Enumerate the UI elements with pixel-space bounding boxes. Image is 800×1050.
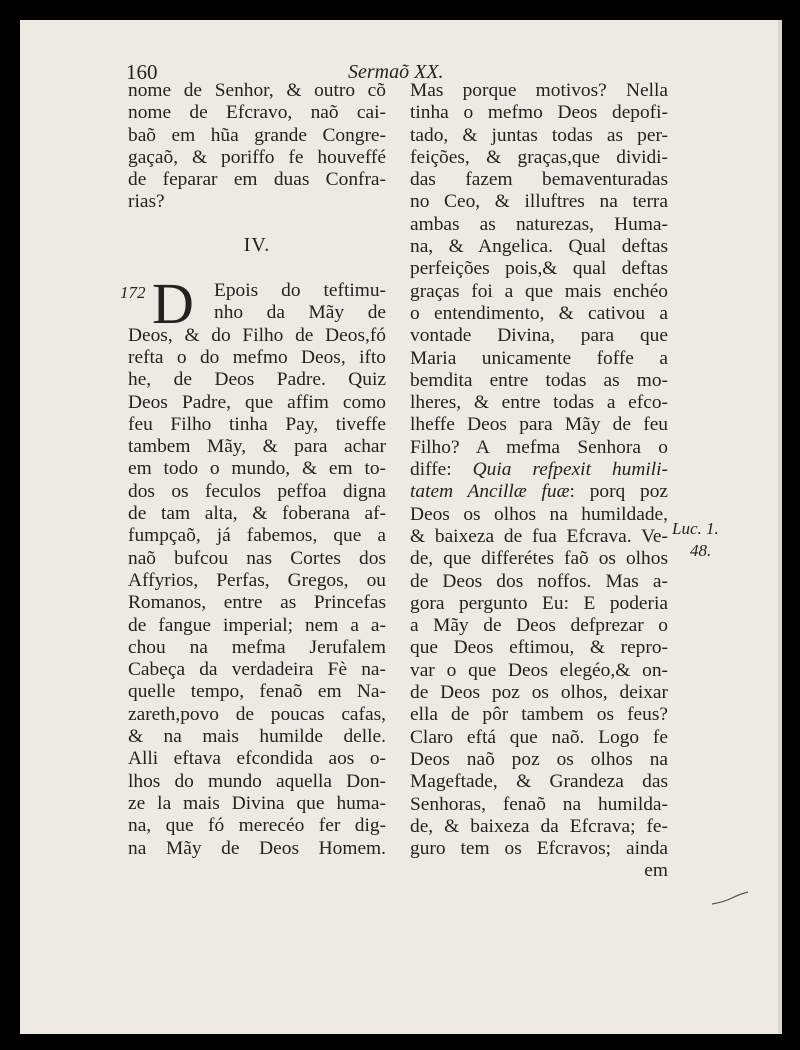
text-line: no Ceo, & illuftres na terra (410, 191, 668, 213)
text-line: Deos naõ poz os olhos na (410, 748, 668, 770)
text-line: ze la mais Divina que huma- (128, 792, 386, 814)
text-line: tatem Ancillæ fuæ: porq poz (410, 481, 668, 503)
text-line: em todo o mundo, & em to- (128, 458, 386, 480)
text-line: Mageftade, & Grandeza das (410, 771, 668, 793)
text-line: Filho? A mefma Senhora o (410, 436, 668, 458)
text-line: & baixeza de fua Efcrava. Ve- (410, 525, 668, 547)
text-line: chou na mefma Jerufalem (128, 636, 386, 658)
text-line: ella de pôr tambem os feus? (410, 704, 668, 726)
text-line: de Deos poz os olhos, deixar (410, 682, 668, 704)
right-column (410, 80, 668, 883)
text-line: Epois do teftimu- (214, 280, 386, 302)
text-line: Deos os olhos na humildade, (410, 503, 668, 525)
text-line: de, que differétes faõ os olhos (410, 548, 668, 570)
text-line: Affyrios, Perfas, Gregos, ou (128, 569, 386, 591)
text-line: lheffe Deos para Mãy de feu (410, 414, 668, 436)
text-line: Deos Padre, que affim como (128, 391, 386, 413)
text-line: nho da Mãy de (214, 302, 386, 324)
text-line: das fazem bemaventuradas (410, 169, 668, 191)
text-line: Romanos, entre as Princefas (128, 592, 386, 614)
text-line: he, de Deos Padre. Quiz (128, 369, 386, 391)
text-line: fumpçaõ, já fabemos, que a (128, 525, 386, 547)
right-column-text (410, 80, 668, 860)
text-line: quelle tempo, fenaõ em Na- (128, 681, 386, 703)
text-line: de tam alta, & foberana af- (128, 503, 386, 525)
text-line: feu Filho tinha Pay, tiveffe (128, 413, 386, 435)
marginal-note-verse: 48. (690, 541, 712, 560)
text-line: refta o do mefmo Deos, ifto (128, 346, 386, 368)
text-line: perfeições pois,& qual deftas (410, 258, 668, 280)
text-line: feições, & graças,que dividi- (410, 146, 668, 168)
text-line: vontade Divina, para que (410, 325, 668, 347)
marginal-note (672, 518, 752, 562)
text-line: lheres, & entre todas a efco- (410, 392, 668, 414)
left-column-body-text (128, 325, 386, 860)
text-line: gaçaõ, & poriffo fe houveffé (128, 146, 386, 168)
text-line: de feparar em duas Confra- (128, 169, 386, 191)
marginal-note-reference: Luc. 1. (672, 519, 719, 538)
text-line: guro tem os Efcravos; ainda (410, 838, 668, 860)
text-line: graças foi a que mais enchéo (410, 280, 668, 302)
ink-mark (710, 890, 750, 908)
text-line: na Mãy de Deos Homem. (128, 837, 386, 859)
text-line: var o que Deos elegéo,& on- (410, 659, 668, 681)
text-line: na, & Angelica. Qual deftas (410, 236, 668, 258)
drop-cap-initial: D (152, 271, 194, 337)
text-line: Deos, & do Filho de Deos,fó (128, 324, 386, 346)
text-line: bemdita entre todas as mo- (410, 369, 668, 391)
drop-cap-lines (214, 280, 386, 325)
left-column-top-text (128, 80, 386, 214)
text-line: tambem Mãy, & para achar (128, 436, 386, 458)
text-line: lhos do mundo aquella Don- (128, 770, 386, 792)
running-title: Sermaõ XX. (348, 61, 444, 83)
text-line: nome de Efcravo, naõ cai- (128, 102, 386, 124)
text-line: tado, & juntas todas as per- (410, 124, 668, 146)
text-line: Senhoras, fenaõ na humilda- (410, 793, 668, 815)
paragraph-number: 172 (120, 283, 146, 303)
text-line: Maria unicamente foffe a (410, 347, 668, 369)
text-line: de, & baixeza da Efcrava; fe- (410, 815, 668, 837)
text-line: & na mais humilde delle. (128, 726, 386, 748)
text-line: que Deos eftimou, & repro- (410, 637, 668, 659)
text-line: baõ em hũa grande Congre- (128, 124, 386, 146)
text-line: Mas porque motivos? Nella (410, 80, 668, 101)
text-line: na, que fó merecéo fer dig- (128, 815, 386, 837)
page-number: 160 (126, 60, 158, 84)
text-line: Alli eftava efcondida aos o- (128, 748, 386, 770)
left-column (120, 80, 386, 860)
text-line: zareth,povo de poucas cafas, (128, 703, 386, 725)
text-line: tinha o mefmo Deos depofi- (410, 102, 668, 124)
text-line: de Deos dos noffos. Mas a- (410, 570, 668, 592)
text-line: a Mãy de Deos defprezar o (410, 615, 668, 637)
text-line: gora pergunto Eu: E poderia (410, 592, 668, 614)
text-line: rias? (128, 191, 165, 213)
text-line: dos os feculos peffoa digna (128, 480, 386, 502)
book-page (20, 20, 782, 1034)
text-line: nome de Senhor, & outro cõ (128, 80, 386, 101)
text-line: Claro eftá que naõ. Logo fe (410, 726, 668, 748)
text-line: naõ bufcou nas Cortes dos (128, 547, 386, 569)
text-line: ambas as naturezas, Huma- (410, 213, 668, 235)
text-line: o entendimento, & cativou a (410, 302, 668, 324)
section-heading: IV. (243, 233, 271, 256)
text-line: diffe: Quia refpexit humili- (410, 459, 668, 481)
catchword: em (644, 860, 668, 882)
text-line: de fangue imperial; nem a a- (128, 614, 386, 636)
text-line: Cabeça da verdadeira Fè na- (128, 659, 386, 681)
